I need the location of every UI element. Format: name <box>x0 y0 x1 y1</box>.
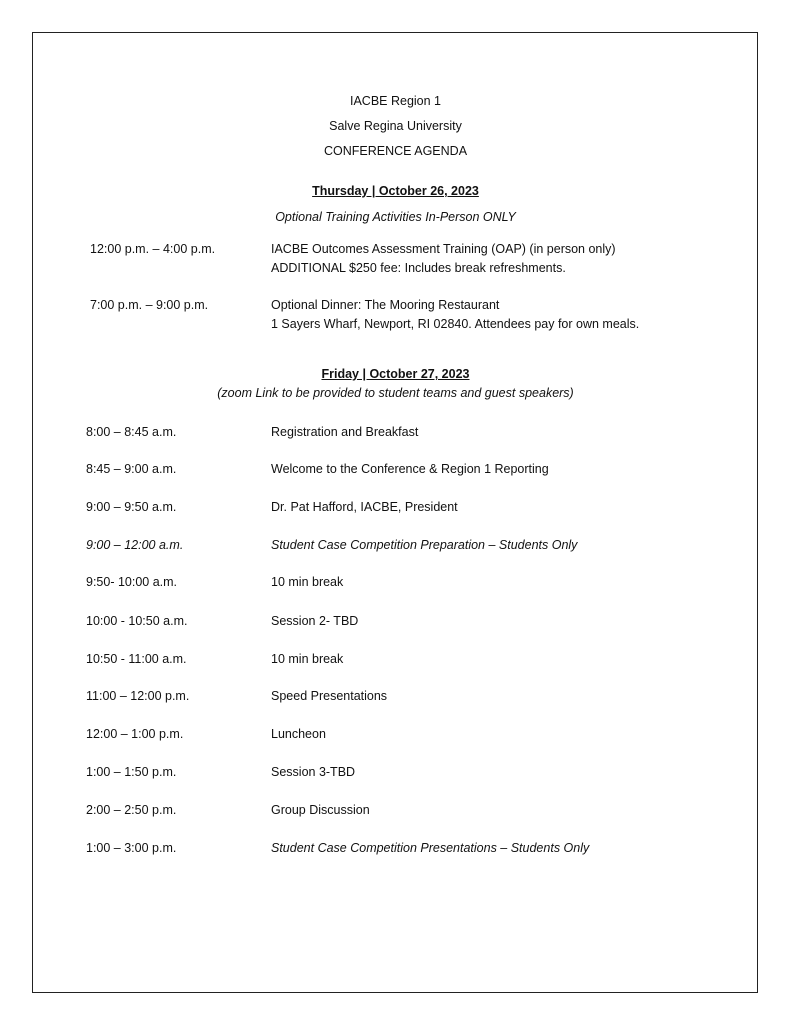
agenda-description: 10 min break <box>271 652 344 666</box>
agenda-description: 10 min break <box>271 575 344 589</box>
agenda-description-line: Optional Dinner: The Mooring Restaurant <box>271 298 500 312</box>
agenda-description: Speed Presentations <box>271 689 388 703</box>
agenda-time: 2:00 – 2:50 p.m. <box>86 803 177 817</box>
thursday-note: Optional Training Activities In-Person ONLY <box>275 210 516 224</box>
agenda-time: 1:00 – 3:00 p.m. <box>86 841 177 855</box>
agenda-description-line: IACBE Outcomes Assessment Training (OAP) (in person only) <box>271 242 616 256</box>
agenda-description <box>271 240 616 278</box>
agenda-description-line: ADDITIONAL $250 fee: Includes break refreshments. <box>271 261 566 275</box>
agenda-description: Student Case Competition Presentations – Students Only <box>271 841 590 855</box>
agenda-time: 1:00 – 1:50 p.m. <box>86 765 177 779</box>
agenda-description: Student Case Competition Preparation – Students Only <box>271 538 578 552</box>
agenda-time: 12:00 p.m. – 4:00 p.m. <box>90 242 216 256</box>
organization-title: IACBE Region 1 <box>349 94 442 108</box>
agenda-time: 9:00 – 9:50 a.m. <box>86 500 177 514</box>
agenda-time: 8:45 – 9:00 a.m. <box>86 462 177 476</box>
agenda-description: Welcome to the Conference & Region 1 Reporting <box>271 462 549 476</box>
university-name: Salve Regina University <box>329 119 462 133</box>
agenda-description-line: 1 Sayers Wharf, Newport, RI 02840. Attendees pay for own meals. <box>271 317 640 331</box>
agenda-time: 8:00 – 8:45 a.m. <box>86 425 177 439</box>
agenda-description: Session 3-TBD <box>271 765 356 779</box>
agenda-time: 11:00 – 12:00 p.m. <box>86 689 190 703</box>
agenda-description: Group Discussion <box>271 803 370 817</box>
friday-note: (zoom Link to be provided to student teams and guest speakers) <box>217 386 574 400</box>
agenda-time: 10:00 - 10:50 a.m. <box>86 614 188 628</box>
agenda-time: 9:00 – 12:00 a.m. <box>86 538 184 552</box>
thursday-heading: Thursday | October 26, 2023 <box>312 184 479 198</box>
agenda-description: Session 2- TBD <box>271 614 359 628</box>
agenda-description <box>271 296 639 334</box>
agenda-time: 12:00 – 1:00 p.m. <box>86 727 184 741</box>
agenda-description: Dr. Pat Hafford, IACBE, President <box>271 500 458 514</box>
agenda-time: 10:50 - 11:00 a.m. <box>86 652 187 666</box>
agenda-description: Luncheon <box>271 727 326 741</box>
friday-heading: Friday | October 27, 2023 <box>321 367 470 381</box>
agenda-time: 9:50- 10:00 a.m. <box>86 575 178 589</box>
agenda-time: 7:00 p.m. – 9:00 p.m. <box>90 298 209 312</box>
agenda-description: Registration and Breakfast <box>271 425 419 439</box>
document-title: CONFERENCE AGENDA <box>323 144 468 158</box>
